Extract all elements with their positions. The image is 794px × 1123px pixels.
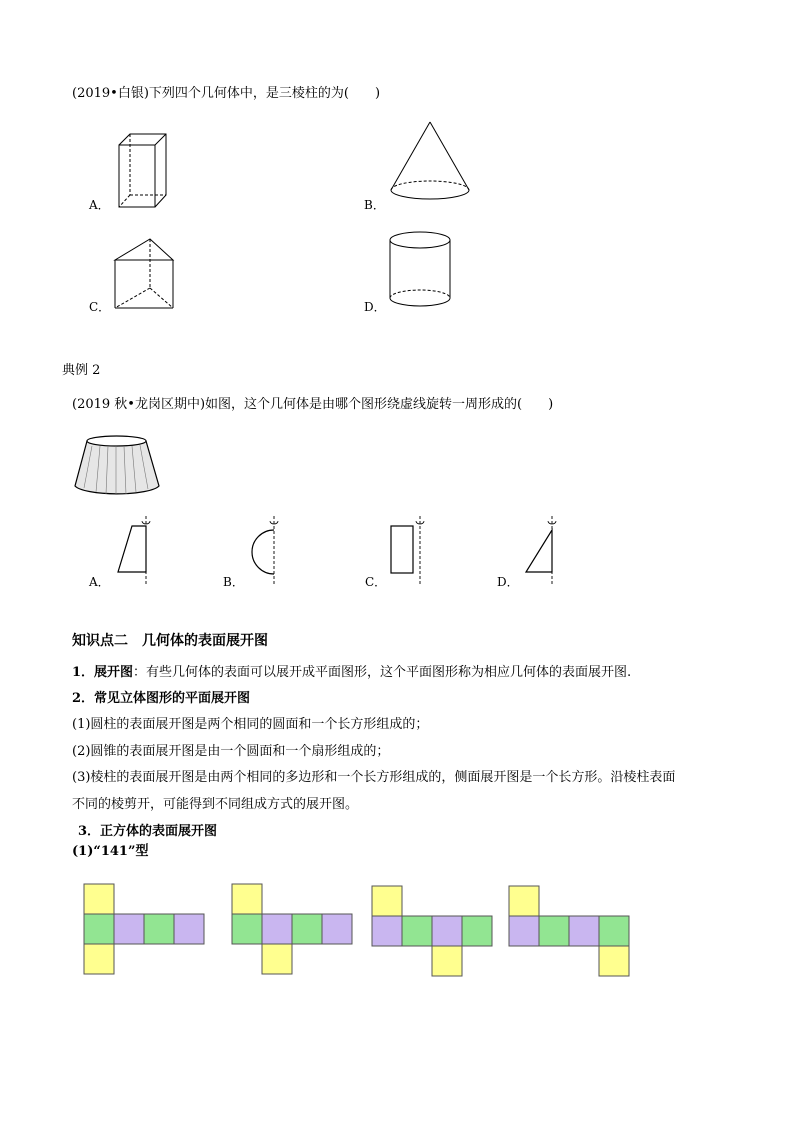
list-item: (2)圆锥的表面展开图是由一个圆面和一个扇形组成的；	[72, 744, 390, 759]
rotation-semicircle-figure	[242, 514, 292, 586]
rotation-option-c-label: C．	[365, 575, 387, 589]
rotation-option-d-label: D．	[497, 575, 519, 589]
example-2-stem: (2019 秋•龙岗区期中)如图，这个几何体是由哪个图形绕虚线旋转一周形成的( )	[72, 397, 554, 412]
question-1-stem: (2019•白银)下列四个几何体中，是三棱柱的为( )	[72, 86, 381, 101]
option-b-label: B．	[364, 198, 385, 212]
example-2-title: 典例 2	[62, 363, 101, 378]
rotation-trapezoid-figure	[112, 514, 162, 586]
triangular-prism-figure	[112, 236, 178, 310]
paragraph-1-label: 1．展开图	[72, 665, 134, 680]
rotation-triangle-figure	[520, 514, 570, 586]
cube-net-1	[84, 884, 208, 976]
list-item: (1)圆柱的表面展开图是两个相同的圆面和一个长方形组成的；	[72, 717, 429, 732]
cube-net-3	[372, 886, 496, 978]
paragraph-3-label: 3．正方体的表面展开图	[78, 824, 218, 839]
rotation-option-b-label: B．	[223, 575, 244, 589]
rectangular-prism-figure	[112, 128, 172, 210]
section-title: 知识点二 几何体的表面展开图	[72, 633, 268, 649]
rotation-rectangle-figure	[384, 514, 434, 586]
cube-net-2	[232, 884, 356, 976]
paragraph-1	[72, 663, 631, 683]
list-item: (3)棱柱的表面展开图是由两个相同的多边形和一个长方形组成的，侧面展开图是一个长方形。沿棱柱表面	[72, 770, 676, 785]
cylinder-figure	[386, 230, 456, 312]
option-a-label: A．	[89, 198, 110, 212]
cube-net-4	[509, 886, 633, 978]
paragraph-1-text: ：有些几何体的表面可以展开成平面图形，这个平面图形称为相应几何体的表面展开图.	[133, 665, 632, 680]
rotation-option-a-label: A．	[89, 575, 110, 589]
paragraph-3-subtitle: (1)“141”型	[72, 844, 149, 859]
list-item: 不同的棱剪开，可能得到不同组成方式的展开图。	[72, 797, 359, 812]
cone-figure	[386, 120, 476, 206]
frustum-figure	[72, 436, 162, 500]
option-d-label: D．	[364, 300, 386, 314]
option-c-label: C．	[89, 300, 111, 314]
paragraph-2-label: 2．常见立体图形的平面展开图	[72, 691, 251, 706]
